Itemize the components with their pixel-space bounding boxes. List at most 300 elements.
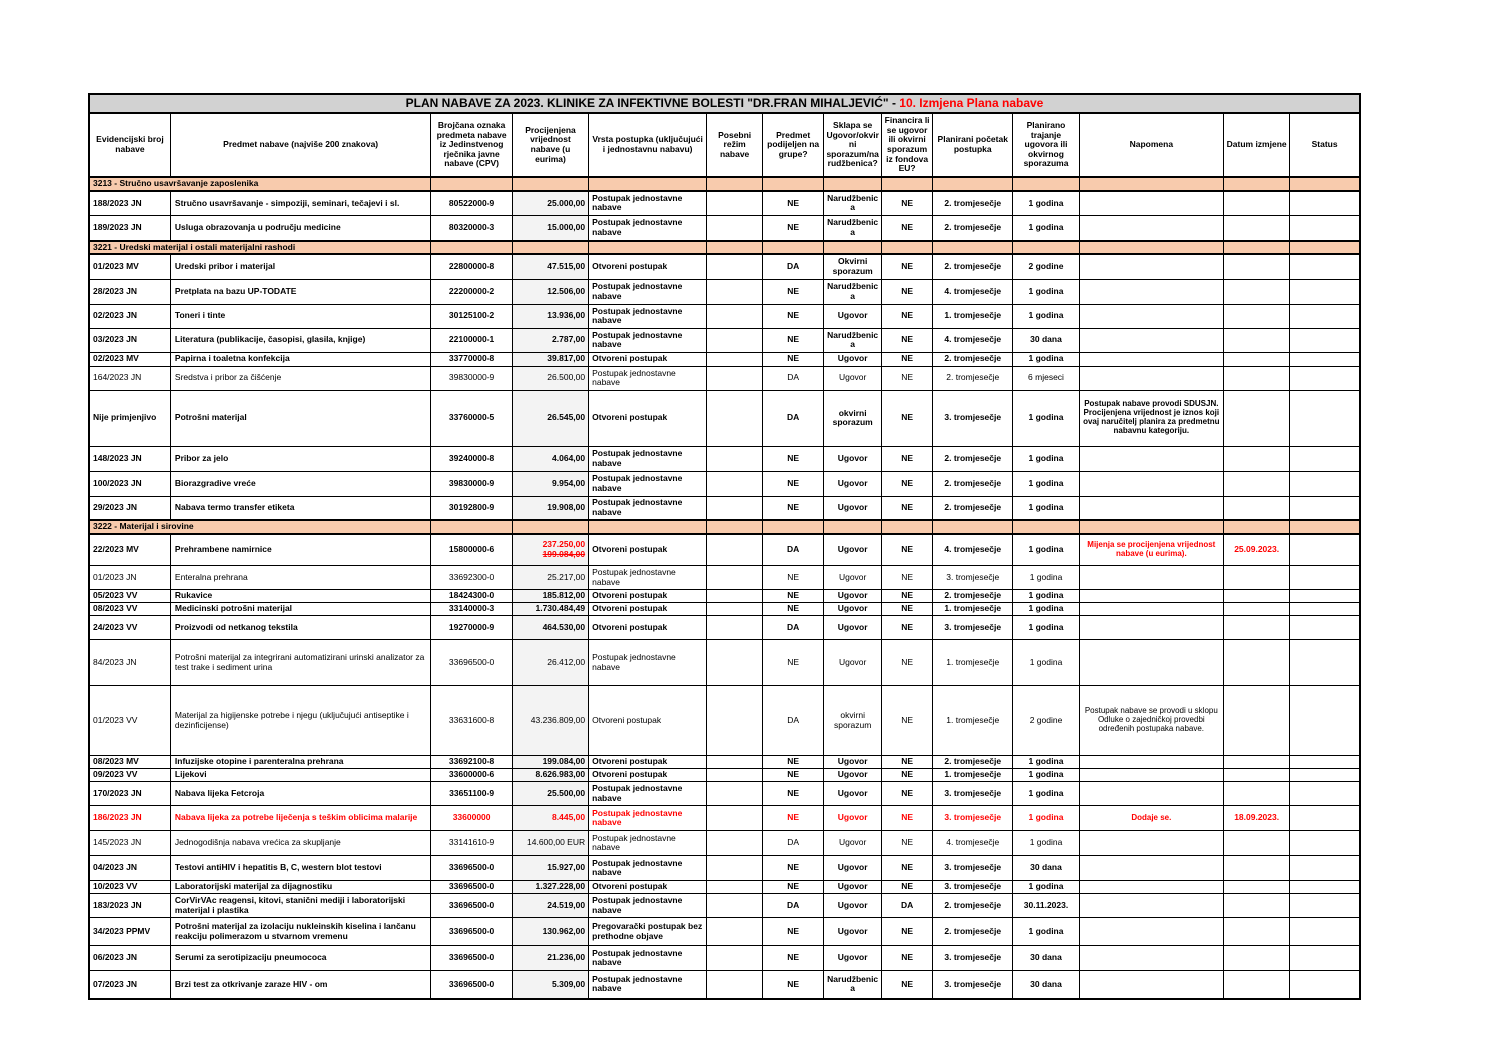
header-row — [89, 113, 1360, 177]
cell-start: 1. tromjesečje — [933, 304, 1013, 328]
cell-date — [1224, 446, 1290, 471]
cell-note — [1079, 191, 1224, 216]
cell-start: 2. tromjesečje — [933, 756, 1013, 769]
cell-cpv: 33696500-0 — [431, 881, 512, 894]
cell-status — [1290, 640, 1360, 686]
cell-id: 170/2023 JN — [89, 782, 170, 806]
cell-value: 26.500,00 — [512, 366, 588, 390]
section-cell — [431, 520, 512, 534]
cell-id: 24/2023 VV — [89, 616, 170, 640]
cell-id: 08/2023 MV — [89, 756, 170, 769]
cell-eu: NE — [882, 352, 933, 366]
cell-duration: 1 godina — [1013, 756, 1079, 769]
cell-cpv: 19270000-9 — [431, 616, 512, 640]
cell-duration: 30.11.2023. — [1013, 894, 1079, 918]
cell-eu: NE — [882, 471, 933, 496]
cell-note — [1079, 279, 1224, 304]
cell-start: 1. tromjesečje — [933, 769, 1013, 782]
cell-eu: NE — [882, 216, 933, 241]
cell-value: 13.936,00 — [512, 304, 588, 328]
cell-duration: 1 godina — [1013, 566, 1079, 590]
cell-contract: Ugovor — [824, 881, 882, 894]
cell-contract: Ugovor — [824, 946, 882, 971]
cell-value: 15.000,00 — [512, 216, 588, 241]
section-cell — [589, 177, 707, 191]
cell-value: 26.545,00 — [512, 390, 588, 446]
cell-status — [1290, 769, 1360, 782]
cell-subject: Proizvodi od netkanog tekstila — [170, 616, 431, 640]
cell-value: 5.309,00 — [512, 971, 588, 999]
cell-duration: 1 godina — [1013, 390, 1079, 446]
cell-value: 39.817,00 — [512, 352, 588, 366]
cell-contract: Ugovor — [824, 352, 882, 366]
cell-subject: Rukavice — [170, 590, 431, 603]
cell-id: 183/2023 JN — [89, 894, 170, 918]
section-cell — [431, 177, 512, 191]
section-cell — [882, 241, 933, 255]
section-cell — [882, 177, 933, 191]
cell-contract: Ugovor — [824, 856, 882, 881]
cell-start: 3. tromjesečje — [933, 616, 1013, 640]
cell-date: 25.09.2023. — [1224, 534, 1290, 566]
cell-cpv: 33600000-6 — [431, 769, 512, 782]
cell-value: 4.064,00 — [512, 446, 588, 471]
cell-subject: Literatura (publikacije, časopisi, glasila, knjige) — [170, 328, 431, 352]
table-row — [89, 616, 1360, 640]
cell-grouped: DA — [763, 534, 824, 566]
cell-special — [707, 390, 763, 446]
cell-status — [1290, 352, 1360, 366]
cell-contract: Narudžbenica — [824, 216, 882, 241]
table-row — [89, 366, 1360, 390]
cell-cpv: 33692300-0 — [431, 566, 512, 590]
cell-value: 8.445,00 — [512, 806, 588, 831]
section-row — [89, 520, 1360, 534]
cell-status — [1290, 390, 1360, 446]
cell-status — [1290, 566, 1360, 590]
cell-start: 3. tromjesečje — [933, 782, 1013, 806]
cell-date — [1224, 831, 1290, 856]
column-header-4: Vrsta postupka (uključujući i jednostavnu nabavu) — [589, 113, 707, 177]
cell-contract: Ugovor — [824, 366, 882, 390]
cell-contract: Ugovor — [824, 831, 882, 856]
cell-note — [1079, 216, 1224, 241]
cell-grouped: DA — [763, 686, 824, 756]
cell-date — [1224, 856, 1290, 881]
cell-contract: Ugovor — [824, 894, 882, 918]
cell-cpv: 33696500-0 — [431, 856, 512, 881]
cell-note: Dodaje se. — [1079, 806, 1224, 831]
cell-id: 34/2023 PPMV — [89, 918, 170, 946]
cell-status — [1290, 946, 1360, 971]
cell-eu: NE — [882, 686, 933, 756]
column-header-6: Predmet podijeljen na grupe? — [763, 113, 824, 177]
cell-status — [1290, 856, 1360, 881]
plan-table-body — [89, 177, 1360, 999]
cell-duration: 1 godina — [1013, 279, 1079, 304]
cell-subject: Uredski pribor i materijal — [170, 254, 431, 279]
cell-id: 10/2023 VV — [89, 881, 170, 894]
cell-subject: Brzi test za otkrivanje zaraze HIV - om — [170, 971, 431, 999]
cell-eu: NE — [882, 782, 933, 806]
cell-date: 18.09.2023. — [1224, 806, 1290, 831]
cell-procedure: Postupak jednostavne nabave — [589, 566, 707, 590]
cell-cpv: 33141610-9 — [431, 831, 512, 856]
cell-id: 02/2023 MV — [89, 352, 170, 366]
cell-grouped: NE — [763, 352, 824, 366]
cell-cpv: 39240000-8 — [431, 446, 512, 471]
cell-date — [1224, 603, 1290, 616]
cell-procedure: Otvoreni postupak — [589, 590, 707, 603]
cell-date — [1224, 328, 1290, 352]
cell-contract: Okvirni sporazum — [824, 254, 882, 279]
cell-date — [1224, 279, 1290, 304]
cell-status — [1290, 471, 1360, 496]
cell-duration: 1 godina — [1013, 881, 1079, 894]
cell-grouped: NE — [763, 603, 824, 616]
cell-special — [707, 191, 763, 216]
cell-procedure: Postupak jednostavne nabave — [589, 856, 707, 881]
cell-contract: okvirni sporazum — [824, 686, 882, 756]
cell-status — [1290, 216, 1360, 241]
section-cell — [933, 241, 1013, 255]
table-row — [89, 806, 1360, 831]
cell-special — [707, 496, 763, 520]
cell-procedure: Postupak jednostavne nabave — [589, 471, 707, 496]
cell-grouped: NE — [763, 566, 824, 590]
cell-special — [707, 566, 763, 590]
column-header-13: Status — [1290, 113, 1360, 177]
cell-eu: NE — [882, 640, 933, 686]
cell-special — [707, 603, 763, 616]
cell-eu: NE — [882, 946, 933, 971]
cell-grouped: DA — [763, 616, 824, 640]
cell-start: 4. tromjesečje — [933, 328, 1013, 352]
cell-value: 43.236.809,00 — [512, 686, 588, 756]
value-new: 237.250,00 — [542, 539, 586, 550]
page-title — [88, 93, 1361, 112]
cell-grouped: NE — [763, 590, 824, 603]
cell-duration: 1 godina — [1013, 806, 1079, 831]
cell-status — [1290, 686, 1360, 756]
cell-procedure: Otvoreni postupak — [589, 390, 707, 446]
cell-procedure: Postupak jednostavne nabave — [589, 806, 707, 831]
cell-duration: 1 godina — [1013, 782, 1079, 806]
cell-subject: Usluga obrazovanja u području medicine — [170, 216, 431, 241]
section-cell — [763, 520, 824, 534]
table-row — [89, 769, 1360, 782]
cell-grouped: NE — [763, 279, 824, 304]
section-cell — [824, 520, 882, 534]
cell-status — [1290, 603, 1360, 616]
cell-contract: Narudžbenica — [824, 191, 882, 216]
section-cell — [1079, 520, 1224, 534]
cell-value: 130.962,00 — [512, 918, 588, 946]
cell-eu: NE — [882, 831, 933, 856]
cell-special — [707, 616, 763, 640]
cell-special — [707, 971, 763, 999]
cell-id: 04/2023 JN — [89, 856, 170, 881]
cell-procedure: Postupak jednostavne nabave — [589, 446, 707, 471]
cell-procedure: Otvoreni postupak — [589, 534, 707, 566]
cell-cpv: 33600000 — [431, 806, 512, 831]
cell-contract: Ugovor — [824, 496, 882, 520]
cell-status — [1290, 616, 1360, 640]
cell-eu: NE — [882, 496, 933, 520]
cell-eu: NE — [882, 279, 933, 304]
cell-special — [707, 304, 763, 328]
plan-table — [88, 112, 1361, 1000]
cell-subject: Nabava lijeka za potrebe liječenja s teškim oblicima malarije — [170, 806, 431, 831]
cell-value: 464.530,00 — [512, 616, 588, 640]
cell-date — [1224, 971, 1290, 999]
cell-grouped: DA — [763, 254, 824, 279]
cell-special — [707, 918, 763, 946]
cell-duration: 1 godina — [1013, 603, 1079, 616]
cell-note — [1079, 894, 1224, 918]
section-cell — [707, 520, 763, 534]
cell-eu: NE — [882, 304, 933, 328]
cell-special — [707, 946, 763, 971]
cell-duration: 1 godina — [1013, 616, 1079, 640]
cell-procedure: Postupak jednostavne nabave — [589, 946, 707, 971]
cell-contract: Narudžbenica — [824, 971, 882, 999]
table-row — [89, 191, 1360, 216]
cell-procedure: Otvoreni postupak — [589, 769, 707, 782]
cell-eu: NE — [882, 366, 933, 390]
cell-duration: 1 godina — [1013, 769, 1079, 782]
cell-id: 164/2023 JN — [89, 366, 170, 390]
cell-contract: Ugovor — [824, 756, 882, 769]
section-cell — [1079, 241, 1224, 255]
cell-grouped: DA — [763, 366, 824, 390]
cell-special — [707, 366, 763, 390]
cell-date — [1224, 216, 1290, 241]
cell-value: 47.515,00 — [512, 254, 588, 279]
section-cell — [1013, 241, 1079, 255]
section-cell — [1290, 241, 1360, 255]
cell-id: 01/2023 MV — [89, 254, 170, 279]
cell-note — [1079, 366, 1224, 390]
cell-grouped: NE — [763, 806, 824, 831]
cell-start: 2. tromjesečje — [933, 590, 1013, 603]
cell-procedure: Postupak jednostavne nabave — [589, 496, 707, 520]
cell-value: 15.927,00 — [512, 856, 588, 881]
cell-grouped: DA — [763, 831, 824, 856]
cell-eu: NE — [882, 918, 933, 946]
cell-duration: 1 godina — [1013, 191, 1079, 216]
section-cell — [763, 177, 824, 191]
section-cell — [512, 241, 588, 255]
cell-value: 25.217,00 — [512, 566, 588, 590]
cell-contract: Ugovor — [824, 782, 882, 806]
cell-status — [1290, 590, 1360, 603]
cell-id: 09/2023 VV — [89, 769, 170, 782]
cell-contract: Ugovor — [824, 590, 882, 603]
cell-cpv: 22100000-1 — [431, 328, 512, 352]
cell-value: 24.519,00 — [512, 894, 588, 918]
value-old-strikethrough: 199.084,00 — [542, 548, 586, 559]
section-cell — [1013, 520, 1079, 534]
cell-start: 4. tromjesečje — [933, 279, 1013, 304]
cell-special — [707, 894, 763, 918]
cell-id: Nije primjenjivo — [89, 390, 170, 446]
cell-contract: Ugovor — [824, 534, 882, 566]
cell-note — [1079, 616, 1224, 640]
section-cell — [824, 241, 882, 255]
cell-grouped: NE — [763, 328, 824, 352]
cell-value: 14.600,00 EUR — [512, 831, 588, 856]
column-header-9: Planirani početak postupka — [933, 113, 1013, 177]
cell-id: 07/2023 JN — [89, 971, 170, 999]
cell-cpv: 80522000-9 — [431, 191, 512, 216]
cell-subject: Potrošni materijal za izolaciju nukleinskih kiselina i lančanu reakciju polimerazom u stvarnom vremenu — [170, 918, 431, 946]
cell-cpv: 33692100-8 — [431, 756, 512, 769]
cell-start: 2. tromjesečje — [933, 496, 1013, 520]
cell-status — [1290, 534, 1360, 566]
cell-value: 25.000,00 — [512, 191, 588, 216]
cell-status — [1290, 191, 1360, 216]
cell-start: 2. tromjesečje — [933, 366, 1013, 390]
cell-date — [1224, 769, 1290, 782]
cell-value: 9.954,00 — [512, 471, 588, 496]
cell-special — [707, 352, 763, 366]
cell-grouped: NE — [763, 304, 824, 328]
cell-duration: 1 godina — [1013, 534, 1079, 566]
cell-subject: CorVirVAc reagensi, kitovi, stanični mediji i laboratorijski materijal i plastika — [170, 894, 431, 918]
section-label: 3213 - Stručno usavršavanje zaposlenika — [89, 177, 431, 191]
cell-contract: Ugovor — [824, 446, 882, 471]
cell-subject: Stručno usavršavanje - simpoziji, seminari, tečajevi i sl. — [170, 191, 431, 216]
table-row — [89, 496, 1360, 520]
table-row — [89, 279, 1360, 304]
cell-eu: NE — [882, 971, 933, 999]
cell-note — [1079, 566, 1224, 590]
cell-eu: NE — [882, 603, 933, 616]
cell-eu: NE — [882, 590, 933, 603]
section-label: 3221 - Uredski materijal i ostali materijalni rashodi — [89, 241, 431, 255]
table-row — [89, 446, 1360, 471]
section-row — [89, 241, 1360, 255]
cell-subject: Nabava lijeka Fetcroja — [170, 782, 431, 806]
cell-note — [1079, 471, 1224, 496]
cell-note — [1079, 254, 1224, 279]
column-header-10: Planirano trajanje ugovora ili okvirnog sporazuma — [1013, 113, 1079, 177]
procurement-plan-sheet — [88, 93, 1361, 1000]
cell-date — [1224, 756, 1290, 769]
cell-grouped: NE — [763, 446, 824, 471]
cell-note — [1079, 971, 1224, 999]
cell-subject: Pretplata na bazu UP-TODATE — [170, 279, 431, 304]
cell-procedure: Postupak jednostavne nabave — [589, 971, 707, 999]
cell-note — [1079, 304, 1224, 328]
cell-duration: 1 godina — [1013, 640, 1079, 686]
cell-status — [1290, 782, 1360, 806]
cell-id: 06/2023 JN — [89, 946, 170, 971]
column-header-5: Posebni režim nabave — [707, 113, 763, 177]
cell-procedure: Postupak jednostavne nabave — [589, 304, 707, 328]
cell-duration: 30 dana — [1013, 328, 1079, 352]
cell-subject: Nabava termo transfer etiketa — [170, 496, 431, 520]
cell-start: 3. tromjesečje — [933, 856, 1013, 881]
cell-value: 1.730.484,49 — [512, 603, 588, 616]
cell-special — [707, 856, 763, 881]
cell-eu: NE — [882, 566, 933, 590]
section-cell — [589, 520, 707, 534]
cell-contract: Ugovor — [824, 304, 882, 328]
cell-subject: Medicinski potrošni materijal — [170, 603, 431, 616]
cell-contract: Ugovor — [824, 566, 882, 590]
section-cell — [707, 241, 763, 255]
cell-grouped: NE — [763, 971, 824, 999]
cell-special — [707, 782, 763, 806]
cell-value: 1.327.228,00 — [512, 881, 588, 894]
cell-cpv: 33631600-8 — [431, 686, 512, 756]
cell-grouped: NE — [763, 856, 824, 881]
column-header-7: Sklapa se Ugovor/okvirni sporazum/narudžbenica? — [824, 113, 882, 177]
cell-contract: Ugovor — [824, 603, 882, 616]
cell-eu: NE — [882, 191, 933, 216]
cell-duration: 1 godina — [1013, 471, 1079, 496]
cell-status — [1290, 446, 1360, 471]
table-row — [89, 881, 1360, 894]
cell-date — [1224, 352, 1290, 366]
cell-start: 3. tromjesečje — [933, 946, 1013, 971]
cell-value: 21.236,00 — [512, 946, 588, 971]
cell-status — [1290, 328, 1360, 352]
cell-status — [1290, 831, 1360, 856]
cell-contract: Ugovor — [824, 806, 882, 831]
cell-procedure: Otvoreni postupak — [589, 756, 707, 769]
cell-subject: Papirna i toaletna konfekcija — [170, 352, 431, 366]
cell-eu: NE — [882, 756, 933, 769]
cell-procedure: Otvoreni postupak — [589, 686, 707, 756]
cell-note — [1079, 590, 1224, 603]
cell-value: 199.084,00 — [512, 756, 588, 769]
cell-eu: NE — [882, 616, 933, 640]
section-cell — [824, 177, 882, 191]
cell-procedure: Otvoreni postupak — [589, 603, 707, 616]
cell-contract: Ugovor — [824, 616, 882, 640]
table-row — [89, 971, 1360, 999]
cell-subject: Serumi za serotipizaciju pneumococa — [170, 946, 431, 971]
cell-procedure: Postupak jednostavne nabave — [589, 782, 707, 806]
cell-duration: 30 dana — [1013, 971, 1079, 999]
cell-id: 145/2023 JN — [89, 831, 170, 856]
table-row — [89, 782, 1360, 806]
section-cell — [1290, 177, 1360, 191]
cell-subject: Pribor za jelo — [170, 446, 431, 471]
cell-special — [707, 328, 763, 352]
cell-special — [707, 471, 763, 496]
cell-procedure: Postupak jednostavne nabave — [589, 216, 707, 241]
page-title-main: PLAN NABAVE ZA 2023. KLINIKE ZA INFEKTIVNE BOLESTI "DR.FRAN MIHALJEVIĆ" - — [405, 96, 900, 110]
cell-note: Mijenja se procijenjena vrijednost nabave (u eurima). — [1079, 534, 1224, 566]
cell-start: 2. tromjesečje — [933, 352, 1013, 366]
table-row — [89, 856, 1360, 881]
cell-start: 1. tromjesečje — [933, 603, 1013, 616]
cell-id: 28/2023 JN — [89, 279, 170, 304]
cell-eu: DA — [882, 894, 933, 918]
cell-note — [1079, 756, 1224, 769]
cell-subject: Enteralna prehrana — [170, 566, 431, 590]
cell-special — [707, 686, 763, 756]
table-row — [89, 471, 1360, 496]
cell-cpv: 39830000-9 — [431, 366, 512, 390]
cell-cpv: 33760000-5 — [431, 390, 512, 446]
cell-subject: Jednogodišnja nabava vrećica za skupljanje — [170, 831, 431, 856]
cell-subject: Infuzijske otopine i parenteralna prehrana — [170, 756, 431, 769]
